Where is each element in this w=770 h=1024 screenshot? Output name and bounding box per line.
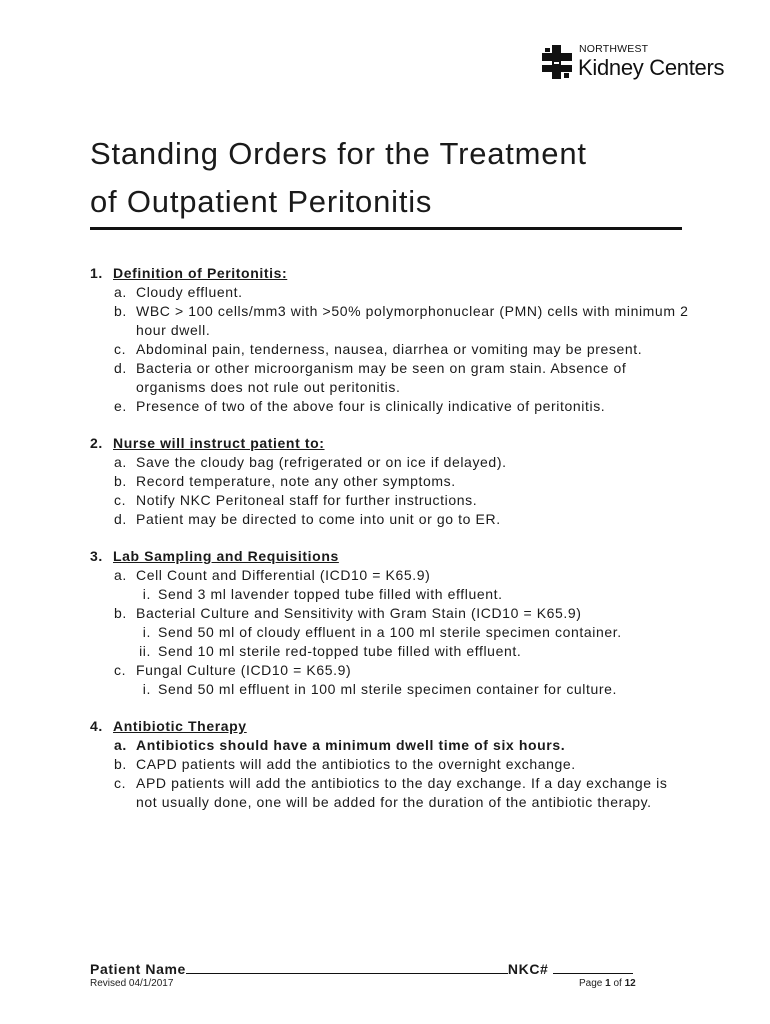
section-1 (90, 264, 690, 416)
list-text: Send 50 ml of cloudy effluent in a 100 ml sterile specimen container. (158, 624, 622, 640)
list-item (90, 774, 690, 812)
title-line-2: of Outpatient Peritonitis (90, 184, 433, 219)
list-text: APD patients will add the antibiotics to the day exchange. If a day exchange is not usually done, one will be added for the duration of the antibiotic therapy. (136, 775, 668, 810)
section-2 (90, 434, 690, 529)
list-item (90, 472, 690, 491)
list-item (90, 661, 690, 680)
page-total: 12 (624, 978, 636, 989)
list-marker: i. (142, 624, 151, 640)
list-marker: c. (114, 662, 127, 678)
logo-kidney-centers-text: Kidney Centers (578, 55, 725, 80)
list-item (90, 510, 690, 529)
page-current: 1 (605, 978, 611, 989)
list-item (90, 736, 690, 755)
list-marker: e. (114, 398, 127, 414)
patient-name-blank[interactable] (186, 959, 508, 974)
list-item (90, 397, 690, 416)
list-marker: c. (114, 341, 127, 357)
title-line-1: Standing Orders for the Treatment (90, 136, 587, 171)
revised-date: Revised 04/1/2017 (90, 978, 174, 989)
section-heading (90, 264, 690, 283)
list-text: Bacterial Culture and Sensitivity with Gram Stain (ICD10 = K65.9) (136, 605, 582, 621)
list-marker: d. (114, 360, 127, 376)
list-item (90, 755, 690, 774)
list-marker: i. (142, 681, 151, 697)
list-text: Patient may be directed to come into unit or go to ER. (136, 511, 501, 527)
list-marker: b. (114, 473, 127, 489)
list-text: Cell Count and Differential (ICD10 = K65.9) (136, 567, 431, 583)
list-marker: d. (114, 511, 127, 527)
list-text: Send 10 ml sterile red-topped tube filled with effluent. (158, 643, 522, 659)
list-marker: a. (114, 454, 127, 470)
list-text: Presence of two of the above four is clinically indicative of peritonitis. (136, 398, 606, 414)
list-marker: c. (114, 492, 127, 508)
title-divider (90, 227, 682, 230)
list-item (90, 340, 690, 359)
list-text: Fungal Culture (ICD10 = K65.9) (136, 662, 352, 678)
list-text: Notify NKC Peritoneal staff for further instructions. (136, 492, 478, 508)
section-number: 4. (90, 718, 103, 734)
section-title: Antibiotic Therapy (113, 718, 247, 734)
section-4 (90, 717, 690, 812)
kidney-centers-logo-icon (542, 45, 572, 79)
list-item (90, 283, 690, 302)
section-heading (90, 717, 690, 736)
list-text: Bacteria or other microorganism may be seen on gram stain. Absence of organisms does not rule out peritonitis. (136, 360, 627, 395)
list-text: Antibiotics should have a minimum dwell time of six hours. (136, 737, 566, 753)
section-heading (90, 434, 690, 453)
section-title: Definition of Peritonitis: (113, 265, 288, 281)
list-text: CAPD patients will add the antibiotics to the overnight exchange. (136, 756, 576, 772)
nkc-label: NKC# (507, 961, 549, 977)
northwest-kidney-centers-logo (542, 43, 732, 85)
section-heading (90, 547, 690, 566)
patient-info-line (90, 959, 633, 977)
list-text: Save the cloudy bag (refrigerated or on ice if delayed). (136, 454, 507, 470)
list-subitem (90, 680, 690, 699)
section-3 (90, 547, 690, 699)
page-of: of (613, 978, 622, 989)
list-marker: ii. (139, 643, 151, 659)
page-prefix: Page (579, 978, 603, 989)
list-item (90, 453, 690, 472)
document-title (90, 130, 690, 226)
list-subitem (90, 623, 690, 642)
logo-northwest-text: NORTHWEST (579, 43, 649, 55)
list-marker: a. (114, 737, 127, 753)
list-item (90, 359, 690, 397)
list-item (90, 604, 690, 623)
section-number: 2. (90, 435, 103, 451)
page-number (579, 978, 636, 989)
list-text: WBC > 100 cells/mm3 with >50% polymorphonuclear (PMN) cells with minimum 2 hour dwell. (136, 303, 689, 338)
list-item (90, 491, 690, 510)
list-item (90, 302, 690, 340)
list-marker: c. (114, 775, 127, 791)
list-text: Send 50 ml effluent in 100 ml sterile specimen container for culture. (158, 681, 618, 697)
patient-name-label: Patient Name (90, 961, 186, 977)
list-text: Abdominal pain, tenderness, nausea, diarrhea or vomiting may be present. (136, 341, 643, 357)
list-text: Send 3 ml lavender topped tube filled with effluent. (158, 586, 503, 602)
list-subitem (90, 585, 690, 604)
list-text: Cloudy effluent. (136, 284, 243, 300)
list-marker: b. (114, 605, 127, 621)
list-item (90, 566, 690, 585)
list-marker: a. (114, 284, 127, 300)
list-marker: b. (114, 303, 127, 319)
list-marker: b. (114, 756, 127, 772)
list-subitem (90, 642, 690, 661)
nkc-number-blank[interactable] (553, 959, 633, 974)
section-number: 3. (90, 548, 103, 564)
section-title: Lab Sampling and Requisitions (113, 548, 339, 564)
document-body (90, 264, 690, 830)
section-number: 1. (90, 265, 103, 281)
section-title: Nurse will instruct patient to: (113, 435, 325, 451)
list-text: Record temperature, note any other symptoms. (136, 473, 456, 489)
list-marker: i. (142, 586, 151, 602)
list-marker: a. (114, 567, 127, 583)
